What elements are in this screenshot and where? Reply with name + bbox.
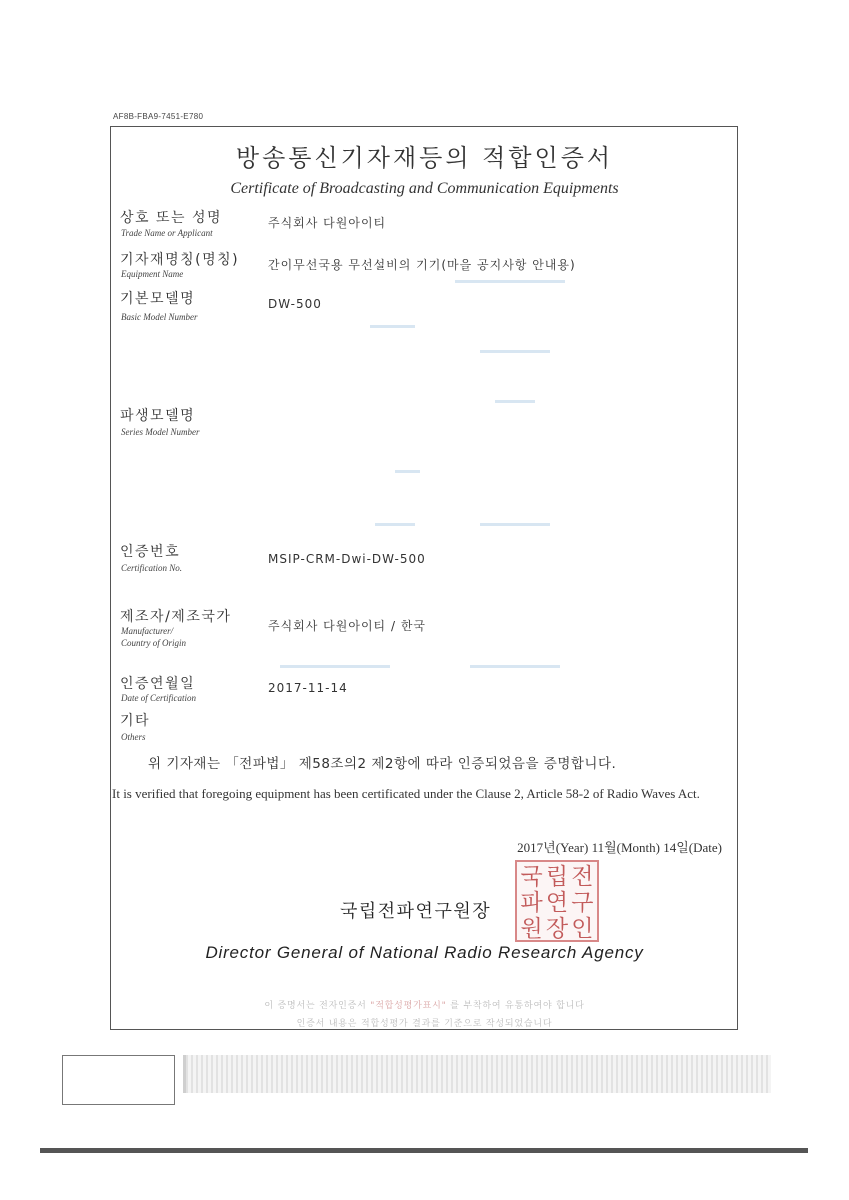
others-label-ko: 기타 xyxy=(120,713,151,729)
conformity-mark-text: "적합성평가표시" xyxy=(370,1001,447,1011)
series-model-label-en: Series Model Number xyxy=(121,427,200,437)
others-label-en: Others xyxy=(121,732,146,742)
certification-no-label-en: Certification No. xyxy=(121,563,183,573)
title-korean: 방송통신기자재등의 적합인증서 xyxy=(235,144,614,172)
scan-smear xyxy=(495,400,535,403)
scan-smear xyxy=(480,350,550,353)
statement-english: It is verified that foregoing equipment has been certificated under the Clause 2, Article 58-2 of Radio Waves Act. xyxy=(112,786,700,801)
cert-date-label-en: Date of Certification xyxy=(121,693,196,703)
manufacturer-value: 주식회사 다원아이티 / 한국 xyxy=(268,619,426,633)
equipment-label-en: Equipment Name xyxy=(121,269,184,279)
bottom-rule xyxy=(40,1148,808,1153)
applicant-label-en: Trade Name or Applicant xyxy=(121,228,213,238)
scan-smear xyxy=(480,523,550,526)
scan-smear xyxy=(375,523,415,526)
issuer-english: Director General of National Radio Research Agency xyxy=(205,943,644,962)
issuer-korean: 국립전파연구원장 xyxy=(340,901,492,922)
scan-smear xyxy=(370,325,415,328)
certification-no-label-ko: 인증번호 xyxy=(120,544,181,560)
footnote-line-1: 이 증명서는 전자인증서 "적합성평가표시" 를 부착하여 유통하여야 합니다 xyxy=(264,1001,585,1011)
scan-smear xyxy=(455,280,565,283)
footnote-line-2: 인증서 내용은 적합성평가 결과를 기준으로 작성되었습니다 xyxy=(296,1019,553,1029)
certification-no-value: MSIP-CRM-Dwi-DW-500 xyxy=(268,552,426,566)
equipment-label-ko: 기자재명칭(명칭) xyxy=(120,252,240,268)
basic-model-value: DW-500 xyxy=(268,297,322,311)
basic-model-label-ko: 기본모델명 xyxy=(120,291,196,307)
title-english: Certificate of Broadcasting and Communication Equipments xyxy=(230,180,619,197)
applicant-label-ko: 상호 또는 성명 xyxy=(120,210,223,226)
scan-smear xyxy=(470,665,560,668)
manufacturer-label-ko: 제조자/제조국가 xyxy=(120,609,232,625)
bottom-scan-strip xyxy=(183,1055,771,1093)
scan-smear xyxy=(280,665,390,668)
cert-date-value: 2017-11-14 xyxy=(268,681,348,695)
official-seal: 국 립 전 파 연 구 원 장 인 xyxy=(515,860,599,942)
series-model-label-ko: 파생모델명 xyxy=(120,408,196,424)
statement-korean: 위 기자재는 「전파법」 제58조의2 제2항에 따라 인증되었음을 증명합니다. xyxy=(148,756,617,772)
issue-date: 2017년(Year) 11월(Month) 14일(Date) xyxy=(517,840,722,855)
document-code: AF8B-FBA9-7451-E780 xyxy=(113,112,204,121)
bottom-stamp-box xyxy=(62,1055,175,1105)
manufacturer-label-en-1: Manufacturer/ xyxy=(121,626,174,636)
applicant-value: 주식회사 다원아이티 xyxy=(268,216,387,230)
equipment-value: 간이무선국용 무선설비의 기기(마을 공지사항 안내용) xyxy=(268,258,576,272)
cert-date-label-ko: 인증연월일 xyxy=(120,676,196,692)
manufacturer-label-en-2: Country of Origin xyxy=(121,638,187,648)
basic-model-label-en: Basic Model Number xyxy=(121,312,198,322)
scan-smear xyxy=(395,470,420,473)
